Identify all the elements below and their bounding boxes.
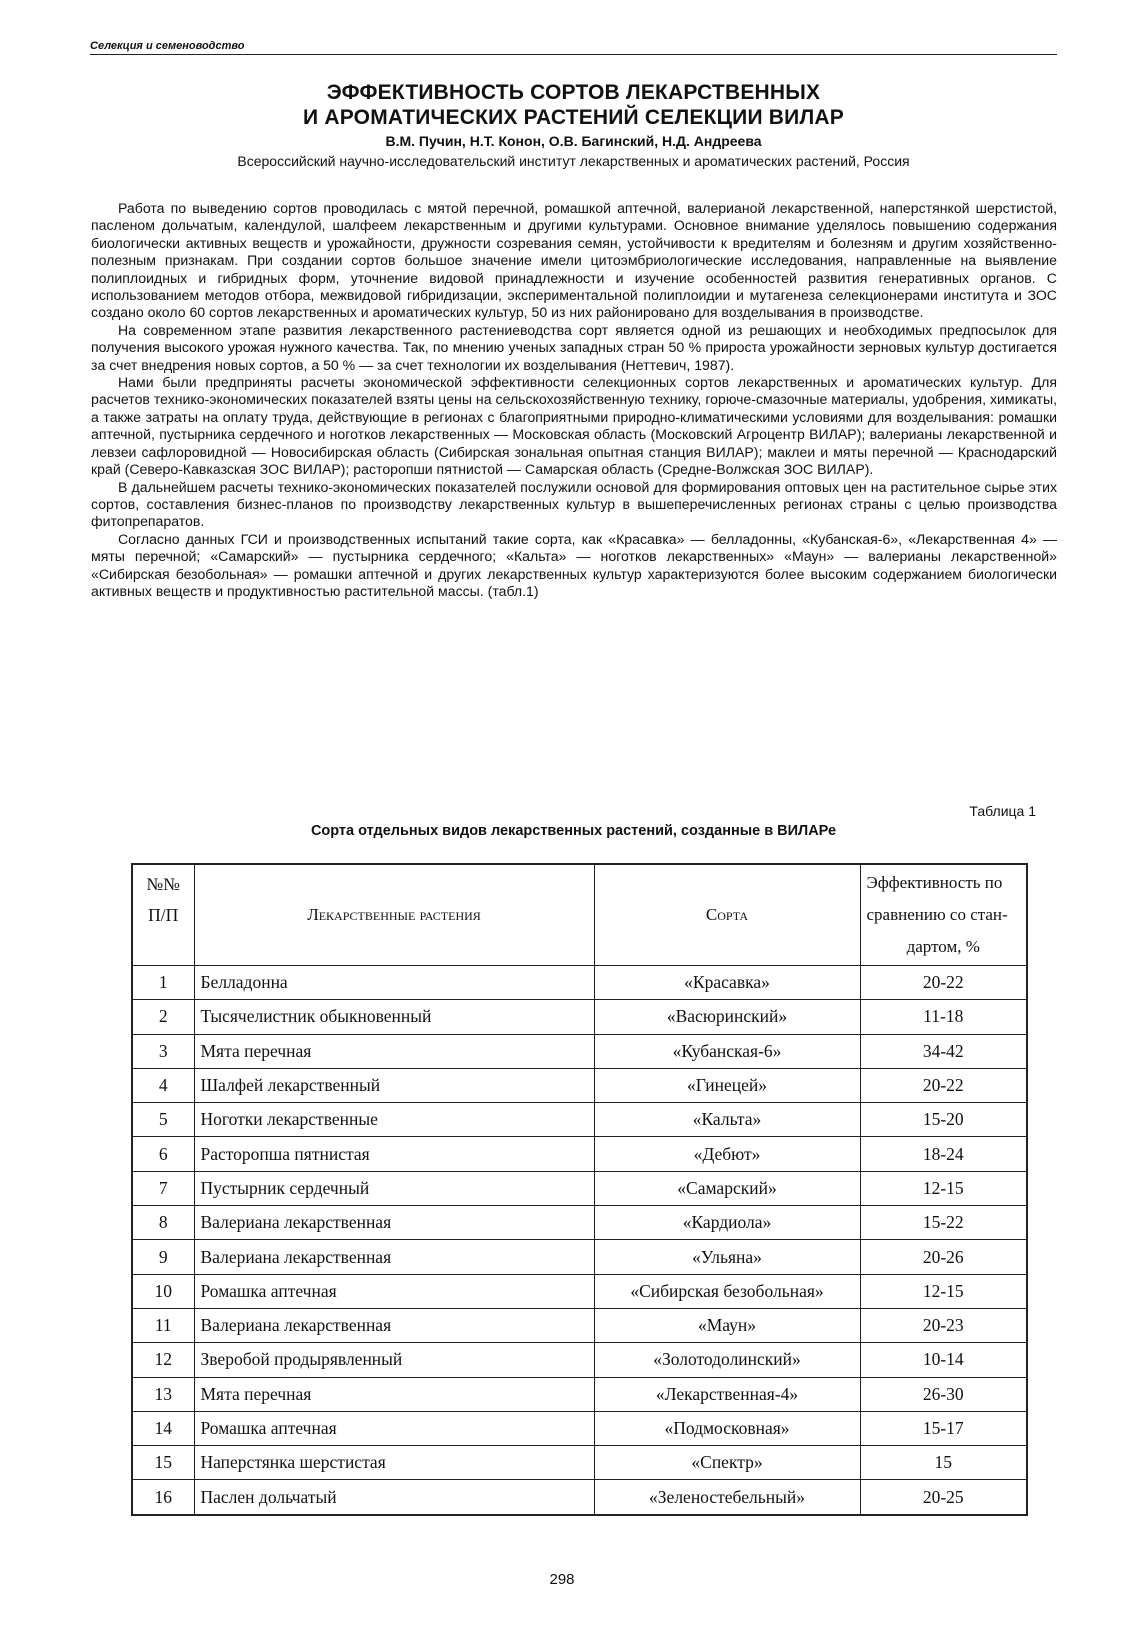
cell-number: 14	[132, 1411, 194, 1445]
table-row	[132, 1137, 1027, 1171]
header-variety: Сорта	[594, 864, 860, 966]
paragraph: В дальнейшем расчеты технико-экономических показателей послужили основой для формирования оптовых цен на растительное сырье этих сортов, составления бизнес-планов по производству лекарственных культур в вышеперечисленных регионах страны с целью производства фитопрепаратов.	[91, 478, 1057, 530]
cell-efficiency: 15-22	[860, 1206, 1027, 1240]
table-row	[132, 1274, 1027, 1308]
cell-plant: Тысячелистник обыкновенный	[194, 1000, 594, 1034]
cell-plant: Валериана лекарственная	[194, 1240, 594, 1274]
cell-variety: «Сибирская безобольная»	[594, 1274, 860, 1308]
paragraph: Нами были предприняты расчеты экономической эффективности селекционных сортов лекарственных и ароматических культур. Для расчетов технико-экономических показателей взяты цены на сельскохозяйственную технику, горюче-смазочные материалы, удобрения, химикаты, а также затраты на оплату труда, действующие в регионах с благоприятными природно-климатическими условиями для возделывания: ромашки аптечной, пустырника сердечного и ноготков лекарственных — Московская область (Московский Агроцентр ВИЛАР); валерианы лекарственной и левзеи сафлоровидной — Новосибирская область (Сибирская зональная опытная станция ВИЛАР); маклеи и мяты перечной — Краснодарский край (Северо-Кавказская ЗОС ВИЛАР); расторопши пятнистой — Самарская область (Средне-Волжская ЗОС ВИЛАР).	[91, 374, 1057, 478]
table-label: Таблица 1	[969, 803, 1036, 819]
header-number-line-2: П/П	[148, 904, 179, 925]
cell-efficiency: 11-18	[860, 1000, 1027, 1034]
cell-plant: Шалфей лекарственный	[194, 1068, 594, 1102]
table-row	[132, 1343, 1027, 1377]
cell-plant: Белладонна	[194, 966, 594, 1000]
table-header-row	[132, 864, 1027, 966]
cell-variety: «Кальта»	[594, 1103, 860, 1137]
table-row	[132, 1377, 1027, 1411]
cell-plant: Наперстянка шерстистая	[194, 1446, 594, 1480]
cell-number: 9	[132, 1240, 194, 1274]
article-title-line-1: ЭФФЕКТИВНОСТЬ СОРТОВ ЛЕКАРСТВЕННЫХ	[326, 81, 821, 104]
cell-variety: «Дебют»	[594, 1137, 860, 1171]
table-row	[132, 1206, 1027, 1240]
header-number-line-1: №№	[146, 873, 180, 894]
header-efficiency-line-3: дартом, %	[906, 937, 980, 956]
cell-number: 2	[132, 1000, 194, 1034]
cell-plant: Валериана лекарственная	[194, 1308, 594, 1342]
cell-variety: «Маун»	[594, 1308, 860, 1342]
cell-plant: Мята перечная	[194, 1377, 594, 1411]
cell-number: 4	[132, 1068, 194, 1102]
cell-number: 8	[132, 1206, 194, 1240]
table-row	[132, 1240, 1027, 1274]
cell-efficiency: 12-15	[860, 1171, 1027, 1205]
cell-number: 10	[132, 1274, 194, 1308]
cell-number: 12	[132, 1343, 194, 1377]
cell-efficiency: 20-22	[860, 1068, 1027, 1102]
cell-variety: «Васюринский»	[594, 1000, 860, 1034]
cell-plant: Зверобой продырявленный	[194, 1343, 594, 1377]
cell-efficiency: 12-15	[860, 1274, 1027, 1308]
header-efficiency-line-2: сравнению со стан-	[866, 905, 1008, 924]
header-efficiency-line-1: Эффективность по	[866, 873, 1003, 892]
cell-number: 1	[132, 966, 194, 1000]
cell-number: 16	[132, 1480, 194, 1515]
cell-plant: Валериана лекарственная	[194, 1206, 594, 1240]
cell-variety: «Ульяна»	[594, 1240, 860, 1274]
table-row	[132, 1034, 1027, 1068]
paragraph: Согласно данных ГСИ и производственных испытаний такие сорта, как «Красавка» — белладонны, «Кубанская-6», «Лекарственная 4» — мяты перечной; «Самарский» — пустырника сердечного; «Кальта» — ноготков лекарственных» «Маун» — валерианы лекарственной» «Сибирская безобольная» — ромашки аптечной и других лекарственных культур характеризуются более высоким содержанием биологически активных веществ и продуктивностью растительной массы. (табл.1)	[91, 530, 1057, 599]
cell-efficiency: 15	[860, 1446, 1027, 1480]
cell-variety: «Золотодолинский»	[594, 1343, 860, 1377]
page-number: 298	[549, 1571, 575, 1588]
cell-plant: Паслен дольчатый	[194, 1480, 594, 1515]
cell-plant: Расторопша пятнистая	[194, 1137, 594, 1171]
cell-variety: «Лекарственная-4»	[594, 1377, 860, 1411]
cell-efficiency: 20-22	[860, 966, 1027, 1000]
cell-variety: «Подмосковная»	[594, 1411, 860, 1445]
cell-number: 15	[132, 1446, 194, 1480]
table-row	[132, 1411, 1027, 1445]
cell-variety: «Кубанская-6»	[594, 1034, 860, 1068]
cell-variety: «Самарский»	[594, 1171, 860, 1205]
cell-number: 3	[132, 1034, 194, 1068]
paragraph: Работа по выведению сортов проводилась с мятой перечной, ромашкой аптечной, валерианой лекарственной, наперстянкой шерстистой, пасленом дольчатым, календулой, шалфеем лекарственным и другими культурами. Основное внимание уделялось повышению содержания биологически активных веществ и урожайности, дружности созревания семян, устойчивости к вредителям и болезням и другим хозяйственно-полезным признакам. При создании сортов большое значение имели цитоэмбриологические исследования, направленные на выявление полиплоидных и гибридных форм, уточнение видовой принадлежности и изучение особенностей развития генеративных органов. С использованием методов отбора, межвидовой гибридизации, экспериментальной полиплоидии и мутагенеза селекционерами института и ЗОС создано около 60 сортов лекарственных и ароматических культур, 50 из них районировано для возделывания в производстве.	[91, 200, 1057, 321]
cell-plant: Ромашка аптечная	[194, 1274, 594, 1308]
cell-number: 7	[132, 1171, 194, 1205]
cell-efficiency: 10-14	[860, 1343, 1027, 1377]
cell-efficiency: 15-17	[860, 1411, 1027, 1445]
table-row	[132, 1446, 1027, 1480]
institute: Всероссийский научно-исследовательский институт лекарственных и ароматических растений, Россия	[237, 153, 910, 169]
header-plant: Лекарственные растения	[194, 864, 594, 966]
cell-variety: «Красавка»	[594, 966, 860, 1000]
cell-variety: «Кардиола»	[594, 1206, 860, 1240]
article-header	[90, 80, 1057, 169]
article-body	[91, 200, 1057, 600]
cell-efficiency: 20-25	[860, 1480, 1027, 1515]
cell-variety: «Гинецей»	[594, 1068, 860, 1102]
cell-plant: Мята перечная	[194, 1034, 594, 1068]
cell-number: 5	[132, 1103, 194, 1137]
article-title-line-2: И АРОМАТИЧЕСКИХ РАСТЕНИЙ СЕЛЕКЦИИ ВИЛАР	[303, 106, 844, 129]
cell-number: 6	[132, 1137, 194, 1171]
table-row	[132, 1068, 1027, 1102]
header-number	[132, 864, 194, 966]
cell-efficiency: 18-24	[860, 1137, 1027, 1171]
cell-efficiency: 15-20	[860, 1103, 1027, 1137]
cell-efficiency: 20-26	[860, 1240, 1027, 1274]
cell-plant: Пустырник сердечный	[194, 1171, 594, 1205]
table-row	[132, 1103, 1027, 1137]
table-row	[132, 1000, 1027, 1034]
authors: В.М. Пучин, Н.Т. Конон, О.В. Багинский, Н.Д. Андреева	[385, 133, 762, 149]
table-row	[132, 1171, 1027, 1205]
cell-plant: Ромашка аптечная	[194, 1411, 594, 1445]
running-header: Селекция и семеноводство	[90, 40, 1057, 55]
table-row	[132, 1480, 1027, 1515]
table-row	[132, 966, 1027, 1000]
cell-plant: Ноготки лекарственные	[194, 1103, 594, 1137]
paragraph: На современном этапе развития лекарственного растениеводства сорт является одной из решающих и необходимых предпосылок для получения высокого урожая нужного качества. Так, по мнению ученых западных стран 50 % прироста урожайности зерновых культур достигается за счет внедрения новых сортов, а 50 % — за счет технологии их возделывания (Неттевич, 1987).	[91, 321, 1057, 373]
cell-number: 11	[132, 1308, 194, 1342]
cell-efficiency: 34-42	[860, 1034, 1027, 1068]
cell-efficiency: 20-23	[860, 1308, 1027, 1342]
cell-number: 13	[132, 1377, 194, 1411]
varieties-table	[131, 863, 1028, 1516]
cell-variety: «Спектр»	[594, 1446, 860, 1480]
table-row	[132, 1308, 1027, 1342]
table-caption: Сорта отдельных видов лекарственных растений, созданные в ВИЛАРе	[310, 823, 837, 839]
cell-variety: «Зеленостебельный»	[594, 1480, 860, 1515]
cell-efficiency: 26-30	[860, 1377, 1027, 1411]
header-efficiency	[860, 864, 1027, 966]
